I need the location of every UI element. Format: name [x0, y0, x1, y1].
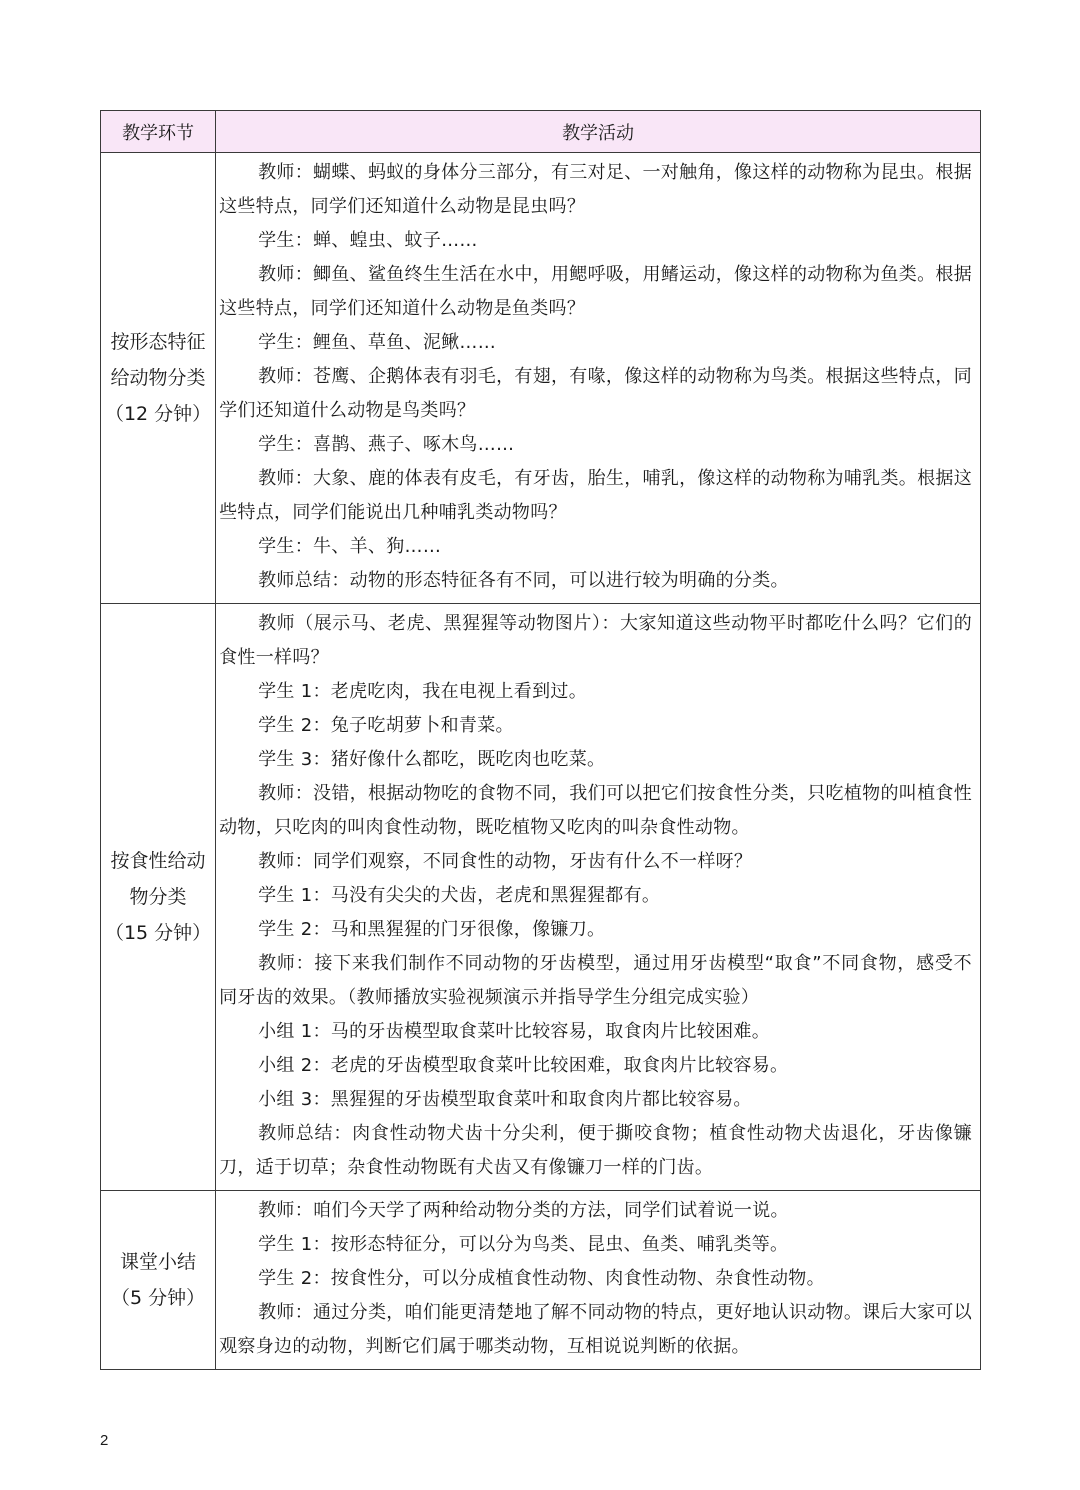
stage-label-line: （15 分钟） — [104, 922, 212, 944]
activity-paragraph: 教师总结：动物的形态特征各有不同，可以进行较为明确的分类。 — [258, 570, 789, 591]
activity-paragraph: 教师：通过分类，咱们能更清楚地了解不同动物的特点，更好地认识动物。课后大家可以观察身边的动物，判断它们属于哪类动物，互相说说判断的依据。 — [219, 1302, 972, 1357]
lesson-table — [100, 110, 981, 1370]
activity-paragraph: 学生：牛、羊、狗…… — [258, 536, 442, 557]
activity-paragraph: 学生 1：老虎吃肉，我在电视上看到过。 — [258, 681, 587, 702]
table-body — [101, 153, 981, 1370]
activity-paragraph: 教师：同学们观察，不同食性的动物，牙齿有什么不一样呀？ — [258, 851, 753, 872]
activity-paragraph: 学生 2：兔子吃胡萝卜和青菜。 — [258, 715, 514, 736]
activity-paragraph: 教师：咱们今天学了两种给动物分类的方法，同学们试着说一说。 — [258, 1200, 789, 1221]
stage-label-line: 按食性给动 — [110, 850, 206, 872]
activity-paragraph: 学生：喜鹊、燕子、啄木鸟…… — [258, 434, 515, 455]
stage-label-line: 物分类 — [129, 886, 187, 908]
activity-paragraph: 小组 3：黑猩猩的牙齿模型取食菜叶和取食肉片都比较容易。 — [258, 1089, 752, 1110]
stage-label-line: （12 分钟） — [104, 403, 212, 425]
header-row — [101, 111, 981, 153]
stage-label-line: 按形态特征 — [110, 331, 206, 353]
activity-paragraph: 教师（展示马、老虎、黑猩猩等动物图片）：大家知道这些动物平时都吃什么吗？它们的食性一样吗？ — [219, 613, 972, 668]
stage-label-line: （5 分钟） — [110, 1287, 206, 1309]
activity-paragraph: 小组 2：老虎的牙齿模型取食菜叶比较困难，取食肉片比较容易。 — [258, 1055, 789, 1076]
activity-paragraph: 学生 1：按形态特征分，可以分为鸟类、昆虫、鱼类、哺乳类等。 — [258, 1234, 789, 1255]
activity-paragraph: 教师：没错，根据动物吃的食物不同，我们可以把它们按食性分类，只吃植物的叫植食性动物，只吃肉的叫肉食性动物，既吃植物又吃肉的叫杂食性动物。 — [219, 783, 972, 838]
activity-paragraph: 教师：苍鹰、企鹅体表有羽毛，有翅，有喙，像这样的动物称为鸟类。根据这些特点，同学们还知道什么动物是鸟类吗？ — [219, 366, 972, 421]
header-activity: 教学活动 — [216, 111, 981, 153]
header-stage: 教学环节 — [101, 111, 216, 153]
activity-paragraph: 学生 2：马和黑猩猩的门牙很像，像镰刀。 — [258, 919, 606, 940]
activity-paragraph: 教师：接下来我们制作不同动物的牙齿模型，通过用牙齿模型“取食”不同食物，感受不同牙齿的效果。（教师播放实验视频演示并指导学生分组完成实验） — [219, 953, 972, 1008]
stage-cell — [101, 153, 216, 604]
activity-cell — [216, 1191, 981, 1370]
activity-cell — [216, 604, 981, 1191]
section-row — [101, 1191, 981, 1370]
activity-paragraph: 教师：鲫鱼、鲨鱼终生生活在水中，用鳃呼吸，用鳍运动，像这样的动物称为鱼类。根据这些特点，同学们还知道什么动物是鱼类吗？ — [219, 264, 972, 319]
activity-paragraph: 学生 3：猪好像什么都吃，既吃肉也吃菜。 — [258, 749, 606, 770]
activity-paragraph: 学生：鲤鱼、草鱼、泥鳅…… — [258, 332, 497, 353]
stage-label-line: 课堂小结 — [120, 1251, 197, 1273]
activity-paragraph: 教师总结：肉食性动物犬齿十分尖利，便于撕咬食物；植食性动物犬齿退化，牙齿像镰刀，适于切草；杂食性动物既有犬齿又有像镰刀一样的门齿。 — [219, 1123, 972, 1178]
activity-paragraph: 教师：蝴蝶、蚂蚁的身体分三部分，有三对足、一对触角，像这样的动物称为昆虫。根据这些特点，同学们还知道什么动物是昆虫吗？ — [219, 162, 972, 217]
activity-paragraph: 小组 1：马的牙齿模型取食菜叶比较容易，取食肉片比较困难。 — [258, 1021, 770, 1042]
activity-paragraph: 学生：蝉、蝗虫、蚊子…… — [258, 230, 478, 251]
activity-paragraph: 学生 2：按食性分，可以分成植食性动物、肉食性动物、杂食性动物。 — [258, 1268, 825, 1289]
page-number: 2 — [100, 1432, 109, 1449]
section-row — [101, 153, 981, 604]
section-row — [101, 604, 981, 1191]
activity-cell — [216, 153, 981, 604]
stage-cell — [101, 1191, 216, 1370]
activity-paragraph: 教师：大象、鹿的体表有皮毛，有牙齿，胎生，哺乳，像这样的动物称为哺乳类。根据这些特点，同学们能说出几种哺乳类动物吗？ — [219, 468, 972, 523]
stage-cell — [101, 604, 216, 1191]
stage-label-line: 给动物分类 — [110, 367, 206, 389]
activity-paragraph: 学生 1：马没有尖尖的犬齿，老虎和黑猩猩都有。 — [258, 885, 661, 906]
